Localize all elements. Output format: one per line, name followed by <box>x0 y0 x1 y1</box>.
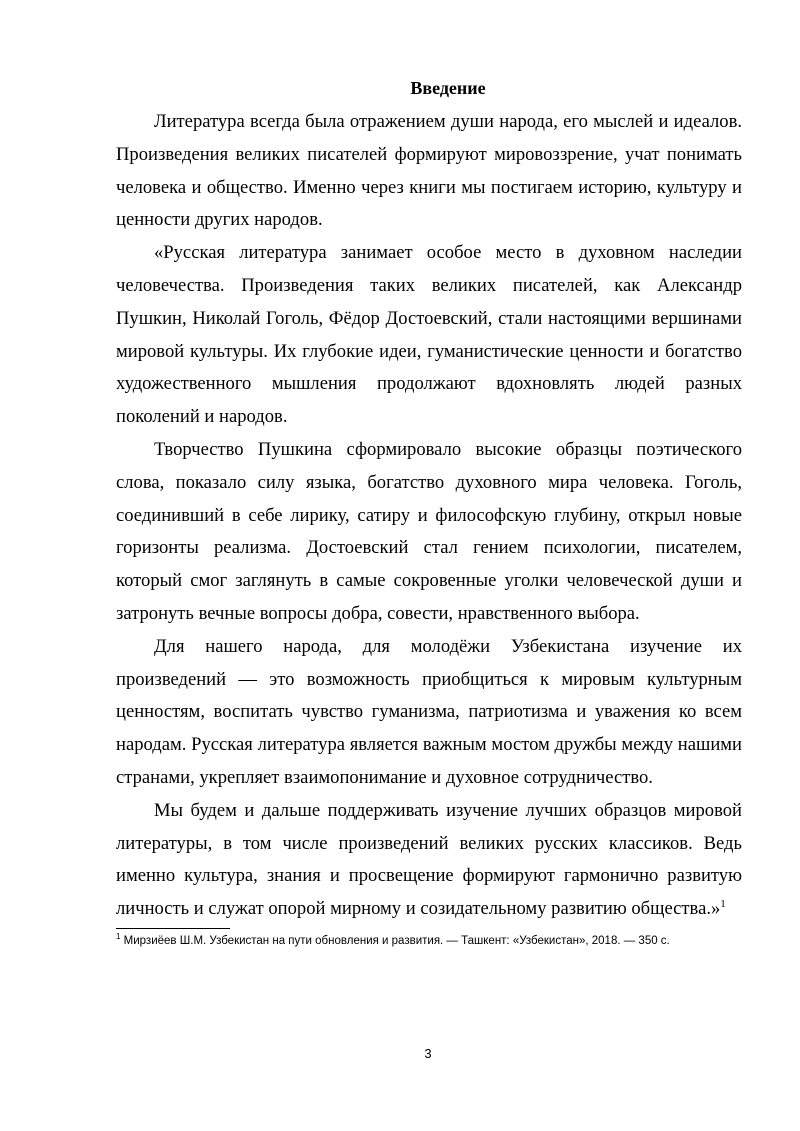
footnote <box>116 933 756 949</box>
paragraph-4: Для нашего народа, для молодёжи Узбекистана изучение их произведений — это возможность приобщиться к мировым культурным ценностям, воспитать чувство гуманизма, патриотизма и уважения ко всем народам. Русская литература является важным мостом дружбы между нашими странами, укрепляет взаимопонимание и духовное сотрудничество. <box>116 635 742 788</box>
paragraph-1: Литература всегда была отражением души народа, его мыслей и идеалов. Произведения великих писателей формируют мировоззрение, учат понимать человека и общество. Именно через книги мы постигаем историю, культуру и ценности других народов. <box>116 111 742 231</box>
page-number: 3 <box>424 1046 432 1061</box>
footnote-reference[interactable]: 1 <box>720 897 726 910</box>
paragraph-5 <box>116 795 742 926</box>
footnote-separator <box>116 928 230 929</box>
page-title: Введение <box>410 78 486 98</box>
footnote-text: Мирзиёев Ш.М. Узбекистан на пути обновления и развития. — Ташкент: «Узбекистан», 2018. — 350 с. <box>120 935 670 947</box>
paragraph-5-text: Мы будем и дальше поддерживать изучение лучших образцов мировой литературы, в том числе произведений великих русских классиков. Ведь именно культура, знания и просвещение формируют гармонично развитую личность и служат опорой мирному и созидательному развитию общества.» <box>116 799 742 920</box>
footnote-number: 1 <box>116 932 121 942</box>
paragraph-2: «Русская литература занимает особое место в духовном наследии человечества. Произведения таких великих писателей, как Александр Пушкин, Николай Гоголь, Фёдор Достоевский, стали настоящими вершинами мировой культуры. Их глубокие идеи, гуманистические ценности и богатство художественного мышления продолжают вдохновлять людей разных поколений и народов. <box>116 242 742 428</box>
paragraph-3: Творчество Пушкина сформировало высокие образцы поэтического слова, показало силу языка, богатство духовного мира человека. Гоголь, соединивший в себе лирику, сатиру и философскую глубину, открыл новые горизонты реализма. Достоевский стал гением психологии, писателем, который смог заглянуть в самые сокровенные уголки человеческой души и затронуть вечные вопросы добра, совести, нравственного выбора. <box>116 438 742 624</box>
body-text <box>116 106 742 926</box>
